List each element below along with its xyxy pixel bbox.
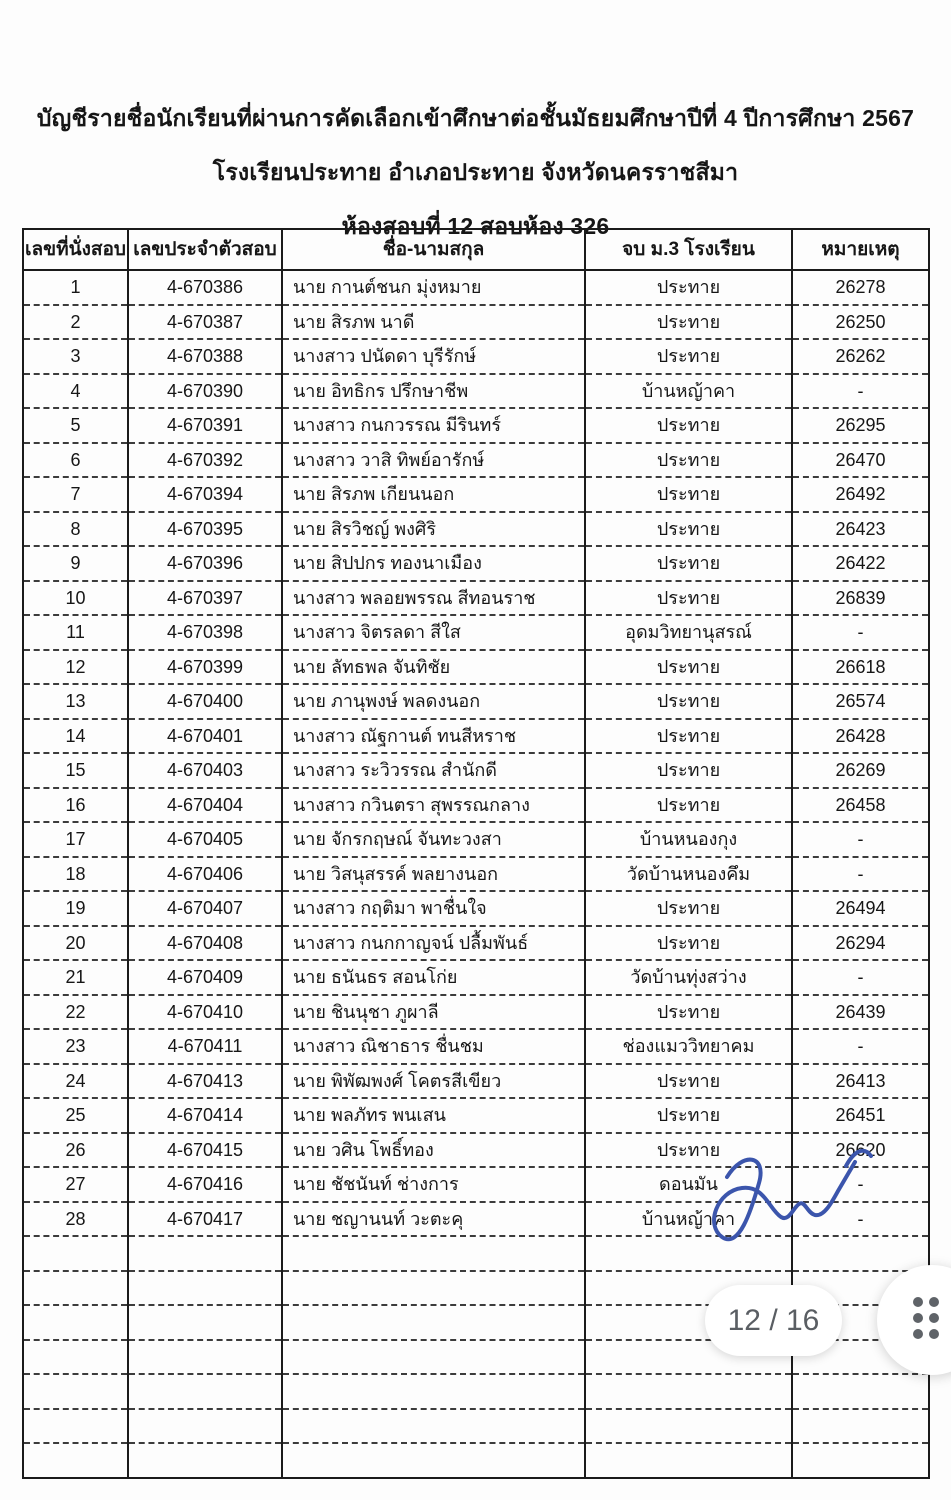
full-name-cell: นาย ธนันธร สอนโก่ย — [282, 960, 585, 995]
seat-number-cell: 22 — [23, 995, 128, 1030]
seat-number-cell: 16 — [23, 788, 128, 823]
exam-id-cell: 4-670417 — [128, 1202, 282, 1237]
previous-school-cell: บ้านหญ้าคา — [585, 374, 792, 409]
full-name-cell: นาย ชินนุชา ภูผาลี — [282, 995, 585, 1030]
remark-cell: 26458 — [792, 788, 929, 823]
seat-number-cell: 21 — [23, 960, 128, 995]
seat-number-cell: 6 — [23, 443, 128, 478]
previous-school-cell: ประทาย — [585, 753, 792, 788]
remark-cell: 26295 — [792, 408, 929, 443]
remark-cell — [792, 1409, 929, 1444]
empty-table-row — [23, 1236, 929, 1271]
table-row — [23, 960, 929, 995]
seat-number-cell: 19 — [23, 891, 128, 926]
exam-id-cell — [128, 1374, 282, 1409]
seat-number-cell: 26 — [23, 1133, 128, 1168]
table-row — [23, 788, 929, 823]
table-row — [23, 374, 929, 409]
table-row — [23, 305, 929, 340]
exam-id-cell: 4-670388 — [128, 339, 282, 374]
full-name-cell: นางสาว วาสิ ทิพย์อารักษ์ — [282, 443, 585, 478]
exam-id-cell: 4-670403 — [128, 753, 282, 788]
exam-id-cell: 4-670410 — [128, 995, 282, 1030]
remark-cell: - — [792, 615, 929, 650]
table-row — [23, 822, 929, 857]
full-name-cell: นาย ชญานนท์ วะตะคุ — [282, 1202, 585, 1237]
full-name-cell — [282, 1305, 585, 1340]
full-name-cell — [282, 1443, 585, 1478]
table-row — [23, 1202, 929, 1237]
remark-cell: 26262 — [792, 339, 929, 374]
exam-id-cell: 4-670398 — [128, 615, 282, 650]
exam-id-cell: 4-670415 — [128, 1133, 282, 1168]
full-name-cell: นางสาว ณัฐกานต์ ทนสีหราช — [282, 719, 585, 754]
remark-cell: - — [792, 822, 929, 857]
document-header — [0, 101, 951, 245]
previous-school-cell: ประทาย — [585, 650, 792, 685]
seat-number-cell — [23, 1271, 128, 1306]
previous-school-cell — [585, 1409, 792, 1444]
previous-school-cell: ช่องแมววิทยาคม — [585, 1029, 792, 1064]
seat-number-cell: 28 — [23, 1202, 128, 1237]
previous-school-cell: ประทาย — [585, 546, 792, 581]
remark-cell: 26618 — [792, 650, 929, 685]
table-row — [23, 926, 929, 961]
seat-number-cell: 14 — [23, 719, 128, 754]
previous-school-cell: ประทาย — [585, 891, 792, 926]
exam-id-cell — [128, 1340, 282, 1375]
previous-school-cell: อุดมวิทยานุสรณ์ — [585, 615, 792, 650]
full-name-cell: นาย สิรภพ เกียนนอก — [282, 477, 585, 512]
remark-cell: 26294 — [792, 926, 929, 961]
remark-cell: 26620 — [792, 1133, 929, 1168]
header-exam-id: เลขประจำตัวสอบ — [128, 229, 282, 270]
exam-id-cell: 4-670399 — [128, 650, 282, 685]
full-name-cell — [282, 1236, 585, 1271]
exam-id-cell: 4-670407 — [128, 891, 282, 926]
previous-school-cell: ประทาย — [585, 926, 792, 961]
remark-cell: 26428 — [792, 719, 929, 754]
full-name-cell: นาย ลัทธพล จันทิชัย — [282, 650, 585, 685]
previous-school-cell: บ้านหญ้าคา — [585, 1202, 792, 1237]
exam-id-cell: 4-670408 — [128, 926, 282, 961]
full-name-cell: นาย ชัชนันท์ ช่างการ — [282, 1167, 585, 1202]
exam-id-cell: 4-670405 — [128, 822, 282, 857]
exam-id-cell: 4-670401 — [128, 719, 282, 754]
full-name-cell: นางสาว พลอยพรรณ สีทอนราช — [282, 581, 585, 616]
remark-cell — [792, 1443, 929, 1478]
previous-school-cell: ประทาย — [585, 1098, 792, 1133]
previous-school-cell: ประทาย — [585, 305, 792, 340]
previous-school-cell — [585, 1236, 792, 1271]
table-row — [23, 443, 929, 478]
exam-id-cell: 4-670386 — [128, 270, 282, 305]
seat-number-cell: 25 — [23, 1098, 128, 1133]
previous-school-cell: ประทาย — [585, 684, 792, 719]
full-name-cell: นางสาว กวินตรา สุพรรณกลาง — [282, 788, 585, 823]
table-row — [23, 995, 929, 1030]
exam-id-cell: 4-670400 — [128, 684, 282, 719]
page-indicator-pill — [705, 1285, 842, 1356]
previous-school-cell: ดอนมัน — [585, 1167, 792, 1202]
table-row — [23, 1064, 929, 1099]
header-seat-number: เลขที่นั่งสอบ — [23, 229, 128, 270]
exam-id-cell — [128, 1409, 282, 1444]
previous-school-cell: ประทาย — [585, 443, 792, 478]
full-name-cell: นาย วิสนุสรรค์ พลยางนอก — [282, 857, 585, 892]
document-title: บัญชีรายชื่อนักเรียนที่ผ่านการคัดเลือกเข้าศึกษาต่อชั้นมัธยมศึกษาปีที่ 4 ปีการศึกษา 2567 — [36, 105, 915, 131]
empty-table-row — [23, 1409, 929, 1444]
seat-number-cell: 24 — [23, 1064, 128, 1099]
table-row — [23, 1098, 929, 1133]
exam-id-cell: 4-670392 — [128, 443, 282, 478]
full-name-cell — [282, 1409, 585, 1444]
full-name-cell: นางสาว ระวิวรรณ สำนักดี — [282, 753, 585, 788]
empty-table-row — [23, 1443, 929, 1478]
seat-number-cell: 17 — [23, 822, 128, 857]
table-row — [23, 615, 929, 650]
table-row — [23, 857, 929, 892]
full-name-cell: นาย พลภัทร พนเสน — [282, 1098, 585, 1133]
full-name-cell: นางสาว กนกกาญจน์ ปลื้มพันธ์ — [282, 926, 585, 961]
exam-room-subtitle: ห้องสอบที่ 12 สอบห้อง 326 — [341, 213, 610, 239]
remark-cell: 26439 — [792, 995, 929, 1030]
remark-cell: - — [792, 1167, 929, 1202]
remark-cell: 26494 — [792, 891, 929, 926]
full-name-cell: นาย พิพัฒพงศ์ โคตรสีเขียว — [282, 1064, 585, 1099]
seat-number-cell: 13 — [23, 684, 128, 719]
remark-cell: - — [792, 960, 929, 995]
seat-number-cell: 18 — [23, 857, 128, 892]
full-name-cell: นาย สิปปกร ทองนาเมือง — [282, 546, 585, 581]
previous-school-cell: ประทาย — [585, 719, 792, 754]
seat-number-cell — [23, 1305, 128, 1340]
seat-number-cell — [23, 1340, 128, 1375]
previous-school-cell: ประทาย — [585, 512, 792, 547]
table-row — [23, 753, 929, 788]
remark-cell: 26492 — [792, 477, 929, 512]
exam-id-cell: 4-670414 — [128, 1098, 282, 1133]
remark-cell: 26250 — [792, 305, 929, 340]
full-name-cell — [282, 1374, 585, 1409]
exam-id-cell: 4-670413 — [128, 1064, 282, 1099]
header-previous-school: จบ ม.3 โรงเรียน — [585, 229, 792, 270]
table-row — [23, 477, 929, 512]
table-row — [23, 1133, 929, 1168]
seat-number-cell: 1 — [23, 270, 128, 305]
seat-number-cell: 2 — [23, 305, 128, 340]
exam-id-cell: 4-670409 — [128, 960, 282, 995]
seat-number-cell: 9 — [23, 546, 128, 581]
full-name-cell: นาย ภานุพงษ์ พลดงนอก — [282, 684, 585, 719]
table-row — [23, 719, 929, 754]
remark-cell: 26269 — [792, 753, 929, 788]
full-name-cell — [282, 1271, 585, 1306]
table-row — [23, 1029, 929, 1064]
table-row — [23, 339, 929, 374]
full-name-cell: นางสาว กฤติมา พาชื่นใจ — [282, 891, 585, 926]
remark-cell: 26451 — [792, 1098, 929, 1133]
remark-cell: 26278 — [792, 270, 929, 305]
seat-number-cell: 3 — [23, 339, 128, 374]
exam-id-cell: 4-670394 — [128, 477, 282, 512]
header-remark: หมายเหตุ — [792, 229, 929, 270]
remark-cell: - — [792, 374, 929, 409]
full-name-cell: นางสาว จิตรลดา สีใส — [282, 615, 585, 650]
exam-id-cell: 4-670411 — [128, 1029, 282, 1064]
seat-number-cell: 4 — [23, 374, 128, 409]
full-name-cell: นาย จักรกฤษณ์ จันทะวงสา — [282, 822, 585, 857]
previous-school-cell: ประทาย — [585, 477, 792, 512]
remark-cell: 26413 — [792, 1064, 929, 1099]
exam-id-cell — [128, 1236, 282, 1271]
seat-number-cell: 5 — [23, 408, 128, 443]
exam-id-cell: 4-670391 — [128, 408, 282, 443]
remark-cell — [792, 1374, 929, 1409]
full-name-cell: นาย กานต์ชนก มุ่งหมาย — [282, 270, 585, 305]
exam-id-cell: 4-670390 — [128, 374, 282, 409]
remark-cell — [792, 1236, 929, 1271]
full-name-cell: นาย วศิน โพธิ์ทอง — [282, 1133, 585, 1168]
remark-cell: 26470 — [792, 443, 929, 478]
seat-number-cell: 20 — [23, 926, 128, 961]
previous-school-cell: ประทาย — [585, 270, 792, 305]
seat-number-cell: 23 — [23, 1029, 128, 1064]
full-name-cell — [282, 1340, 585, 1375]
full-name-cell: นางสาว ปนัดดา บุรีรักษ์ — [282, 339, 585, 374]
previous-school-cell — [585, 1443, 792, 1478]
exam-id-cell: 4-670395 — [128, 512, 282, 547]
exam-id-cell — [128, 1305, 282, 1340]
previous-school-cell: ประทาย — [585, 408, 792, 443]
previous-school-cell: ประทาย — [585, 339, 792, 374]
seat-number-cell: 11 — [23, 615, 128, 650]
previous-school-cell: ประทาย — [585, 788, 792, 823]
table-row — [23, 650, 929, 685]
previous-school-cell: ประทาย — [585, 1064, 792, 1099]
empty-table-row — [23, 1374, 929, 1409]
remark-cell: - — [792, 857, 929, 892]
seat-number-cell — [23, 1443, 128, 1478]
remark-cell: 26574 — [792, 684, 929, 719]
remark-cell: 26422 — [792, 546, 929, 581]
full-name-cell: นาย สิรวิชญ์ พงศิริ — [282, 512, 585, 547]
table-row — [23, 270, 929, 305]
previous-school-cell: วัดบ้านทุ่งสว่าง — [585, 960, 792, 995]
exam-id-cell: 4-670397 — [128, 581, 282, 616]
full-name-cell: นางสาว ณิชาธาร ชื่นชม — [282, 1029, 585, 1064]
table-row — [23, 1167, 929, 1202]
seat-number-cell: 15 — [23, 753, 128, 788]
previous-school-cell: บ้านหนองกุง — [585, 822, 792, 857]
full-name-cell: นาย อิทธิกร ปรึกษาชีพ — [282, 374, 585, 409]
seat-number-cell: 8 — [23, 512, 128, 547]
exam-id-cell: 4-670406 — [128, 857, 282, 892]
exam-id-cell — [128, 1271, 282, 1306]
previous-school-cell: ประทาย — [585, 1133, 792, 1168]
remark-cell: - — [792, 1202, 929, 1237]
seat-number-cell: 12 — [23, 650, 128, 685]
remark-cell: - — [792, 1029, 929, 1064]
table-row — [23, 581, 929, 616]
full-name-cell: นาย สิรภพ นาดี — [282, 305, 585, 340]
table-header-row — [23, 229, 929, 270]
seat-number-cell: 27 — [23, 1167, 128, 1202]
previous-school-cell — [585, 1374, 792, 1409]
previous-school-cell: ประทาย — [585, 995, 792, 1030]
previous-school-cell: วัดบ้านหนองคึม — [585, 857, 792, 892]
table-row — [23, 546, 929, 581]
seat-number-cell — [23, 1409, 128, 1444]
table-row — [23, 891, 929, 926]
exam-id-cell: 4-670396 — [128, 546, 282, 581]
dots-grid-icon — [913, 1297, 939, 1339]
exam-id-cell: 4-670404 — [128, 788, 282, 823]
page-indicator-text: 12 / 16 — [727, 1303, 820, 1337]
school-subtitle: โรงเรียนประทาย อำเภอประทาย จังหวัดนครราชสีมา — [212, 159, 739, 185]
exam-id-cell: 4-670416 — [128, 1167, 282, 1202]
exam-id-cell — [128, 1443, 282, 1478]
seat-number-cell — [23, 1374, 128, 1409]
remark-cell: 26839 — [792, 581, 929, 616]
seat-number-cell: 10 — [23, 581, 128, 616]
previous-school-cell: ประทาย — [585, 581, 792, 616]
table-row — [23, 512, 929, 547]
remark-cell: 26423 — [792, 512, 929, 547]
table-row — [23, 684, 929, 719]
seat-number-cell — [23, 1236, 128, 1271]
header-full-name: ชื่อ-นามสกุล — [282, 229, 585, 270]
table-row — [23, 408, 929, 443]
full-name-cell: นางสาว กนกวรรณ มีรินทร์ — [282, 408, 585, 443]
seat-number-cell: 7 — [23, 477, 128, 512]
exam-id-cell: 4-670387 — [128, 305, 282, 340]
